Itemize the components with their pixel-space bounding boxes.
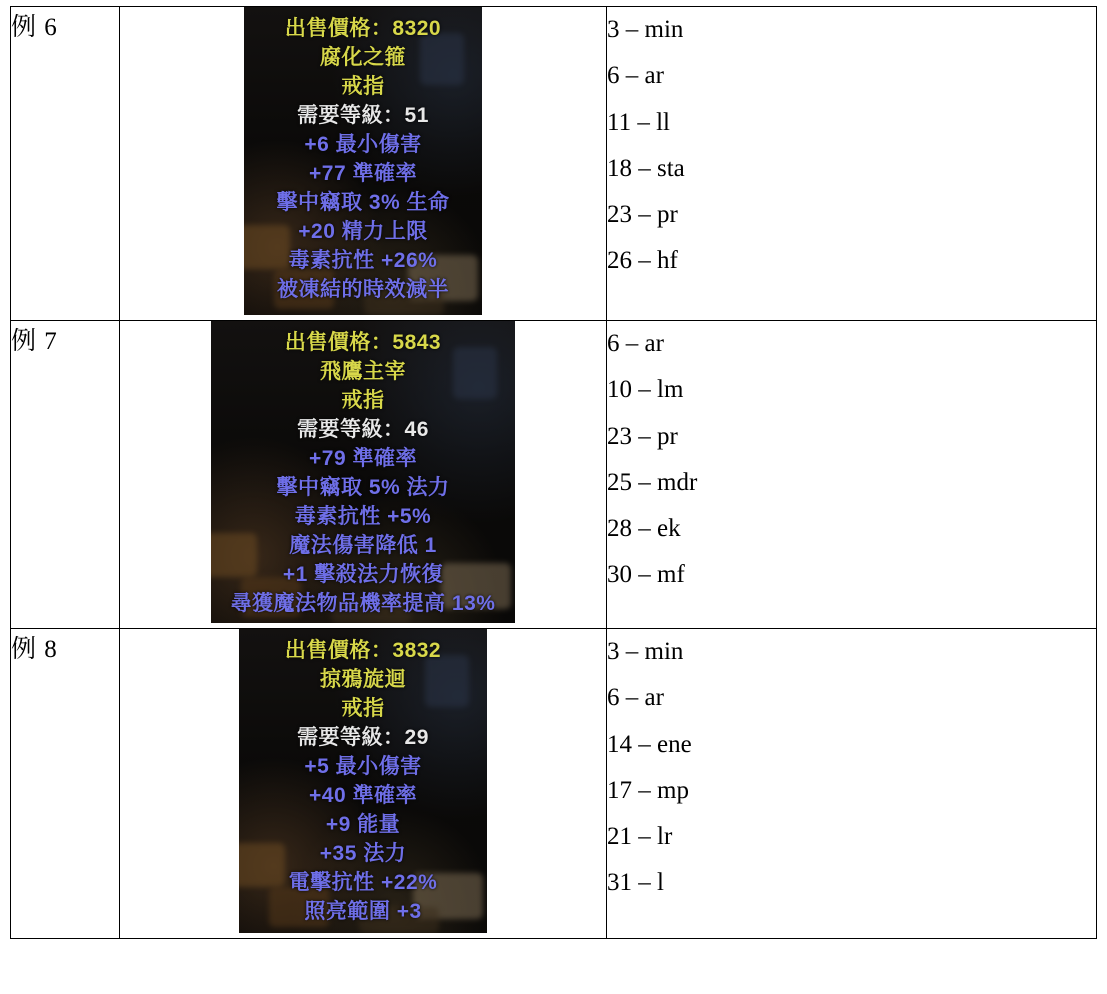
tooltip-line: 戒指 xyxy=(341,696,385,720)
stat-line: 11 – ll xyxy=(607,108,670,136)
tooltip-line: 毒素抗性 +5% xyxy=(294,504,432,528)
tooltip-line: 出售價格：5843 xyxy=(284,331,442,354)
tooltip-line: 飛鷹主宰 xyxy=(320,359,406,383)
stat-line: 21 – lr xyxy=(607,823,673,850)
stat-line: 23 – pr xyxy=(607,422,678,450)
stat-line: 31 – l xyxy=(607,869,664,897)
tooltip-line: 出售價格：8320 xyxy=(284,17,442,40)
tooltip-line: +77 準確率 xyxy=(309,161,417,185)
tooltip-line: +40 準確率 xyxy=(309,783,417,807)
stat-line: 23 – pr xyxy=(607,201,678,228)
tooltip-line: 掠鴉旋迴 xyxy=(320,667,406,691)
document-page xyxy=(0,6,1107,994)
tooltip-line: +35 法力 xyxy=(319,841,407,865)
item-tooltip xyxy=(239,629,487,933)
stat-line: 17 – mp xyxy=(607,776,689,804)
tooltip-line: 照亮範圍 +3 xyxy=(304,899,422,923)
example-label: 例 8 xyxy=(11,629,120,939)
tooltip-line: 需要等級：29 xyxy=(297,725,429,749)
example-label: 例 7 xyxy=(11,321,120,629)
stat-line: 26 – hf xyxy=(607,247,678,275)
tooltip-line: +1 擊殺法力恢復 xyxy=(282,562,444,586)
stat-list xyxy=(607,7,1097,321)
stat-line: 6 – ar xyxy=(607,684,664,712)
item-tooltip-cell xyxy=(120,7,607,321)
stat-line: 10 – lm xyxy=(607,376,684,404)
stat-line: 25 – mdr xyxy=(607,468,698,496)
stat-list xyxy=(607,629,1097,939)
table-row xyxy=(11,7,1097,321)
stat-line: 6 – ar xyxy=(607,62,664,90)
tooltip-line: +5 最小傷害 xyxy=(304,754,422,778)
stat-line: 30 – mf xyxy=(607,561,685,589)
item-tooltip-cell xyxy=(120,321,607,629)
tooltip-line: 出售價格：3832 xyxy=(284,639,442,662)
item-tooltip xyxy=(211,321,515,623)
tooltip-line: 尋獲魔法物品機率提高 13% xyxy=(230,591,496,615)
tooltip-line: 戒指 xyxy=(341,388,385,412)
stat-line: 28 – ek xyxy=(607,515,681,542)
tooltip-line: 需要等級：46 xyxy=(297,417,429,441)
tooltip-line: 魔法傷害降低 1 xyxy=(289,533,437,557)
examples-table xyxy=(10,6,1097,939)
tooltip-line: 需要等級：51 xyxy=(297,103,429,127)
tooltip-line: +20 精力上限 xyxy=(298,219,428,243)
tooltip-line: +79 準確率 xyxy=(309,446,417,470)
stat-line: 3 – min xyxy=(607,638,684,665)
tooltip-line: +9 能量 xyxy=(325,812,401,836)
tooltip-line: 電擊抗性 +22% xyxy=(288,870,438,894)
tooltip-line: 擊中竊取 5% 法力 xyxy=(276,475,450,499)
tooltip-line: 被凍結的時效減半 xyxy=(277,277,449,301)
stat-line: 14 – ene xyxy=(607,730,692,758)
item-tooltip xyxy=(244,7,482,315)
table-row xyxy=(11,629,1097,939)
stat-list xyxy=(607,321,1097,629)
stat-line: 6 – ar xyxy=(607,330,664,357)
table-row xyxy=(11,321,1097,629)
item-tooltip-cell xyxy=(120,629,607,939)
tooltip-line: 腐化之箍 xyxy=(320,45,406,69)
stat-line: 18 – sta xyxy=(607,154,685,182)
stat-line: 3 – min xyxy=(607,16,684,43)
tooltip-line: +6 最小傷害 xyxy=(304,132,422,156)
tooltip-line: 戒指 xyxy=(341,74,385,98)
example-label: 例 6 xyxy=(11,7,120,321)
tooltip-line: 擊中竊取 3% 生命 xyxy=(276,190,450,214)
tooltip-line: 毒素抗性 +26% xyxy=(288,248,438,272)
